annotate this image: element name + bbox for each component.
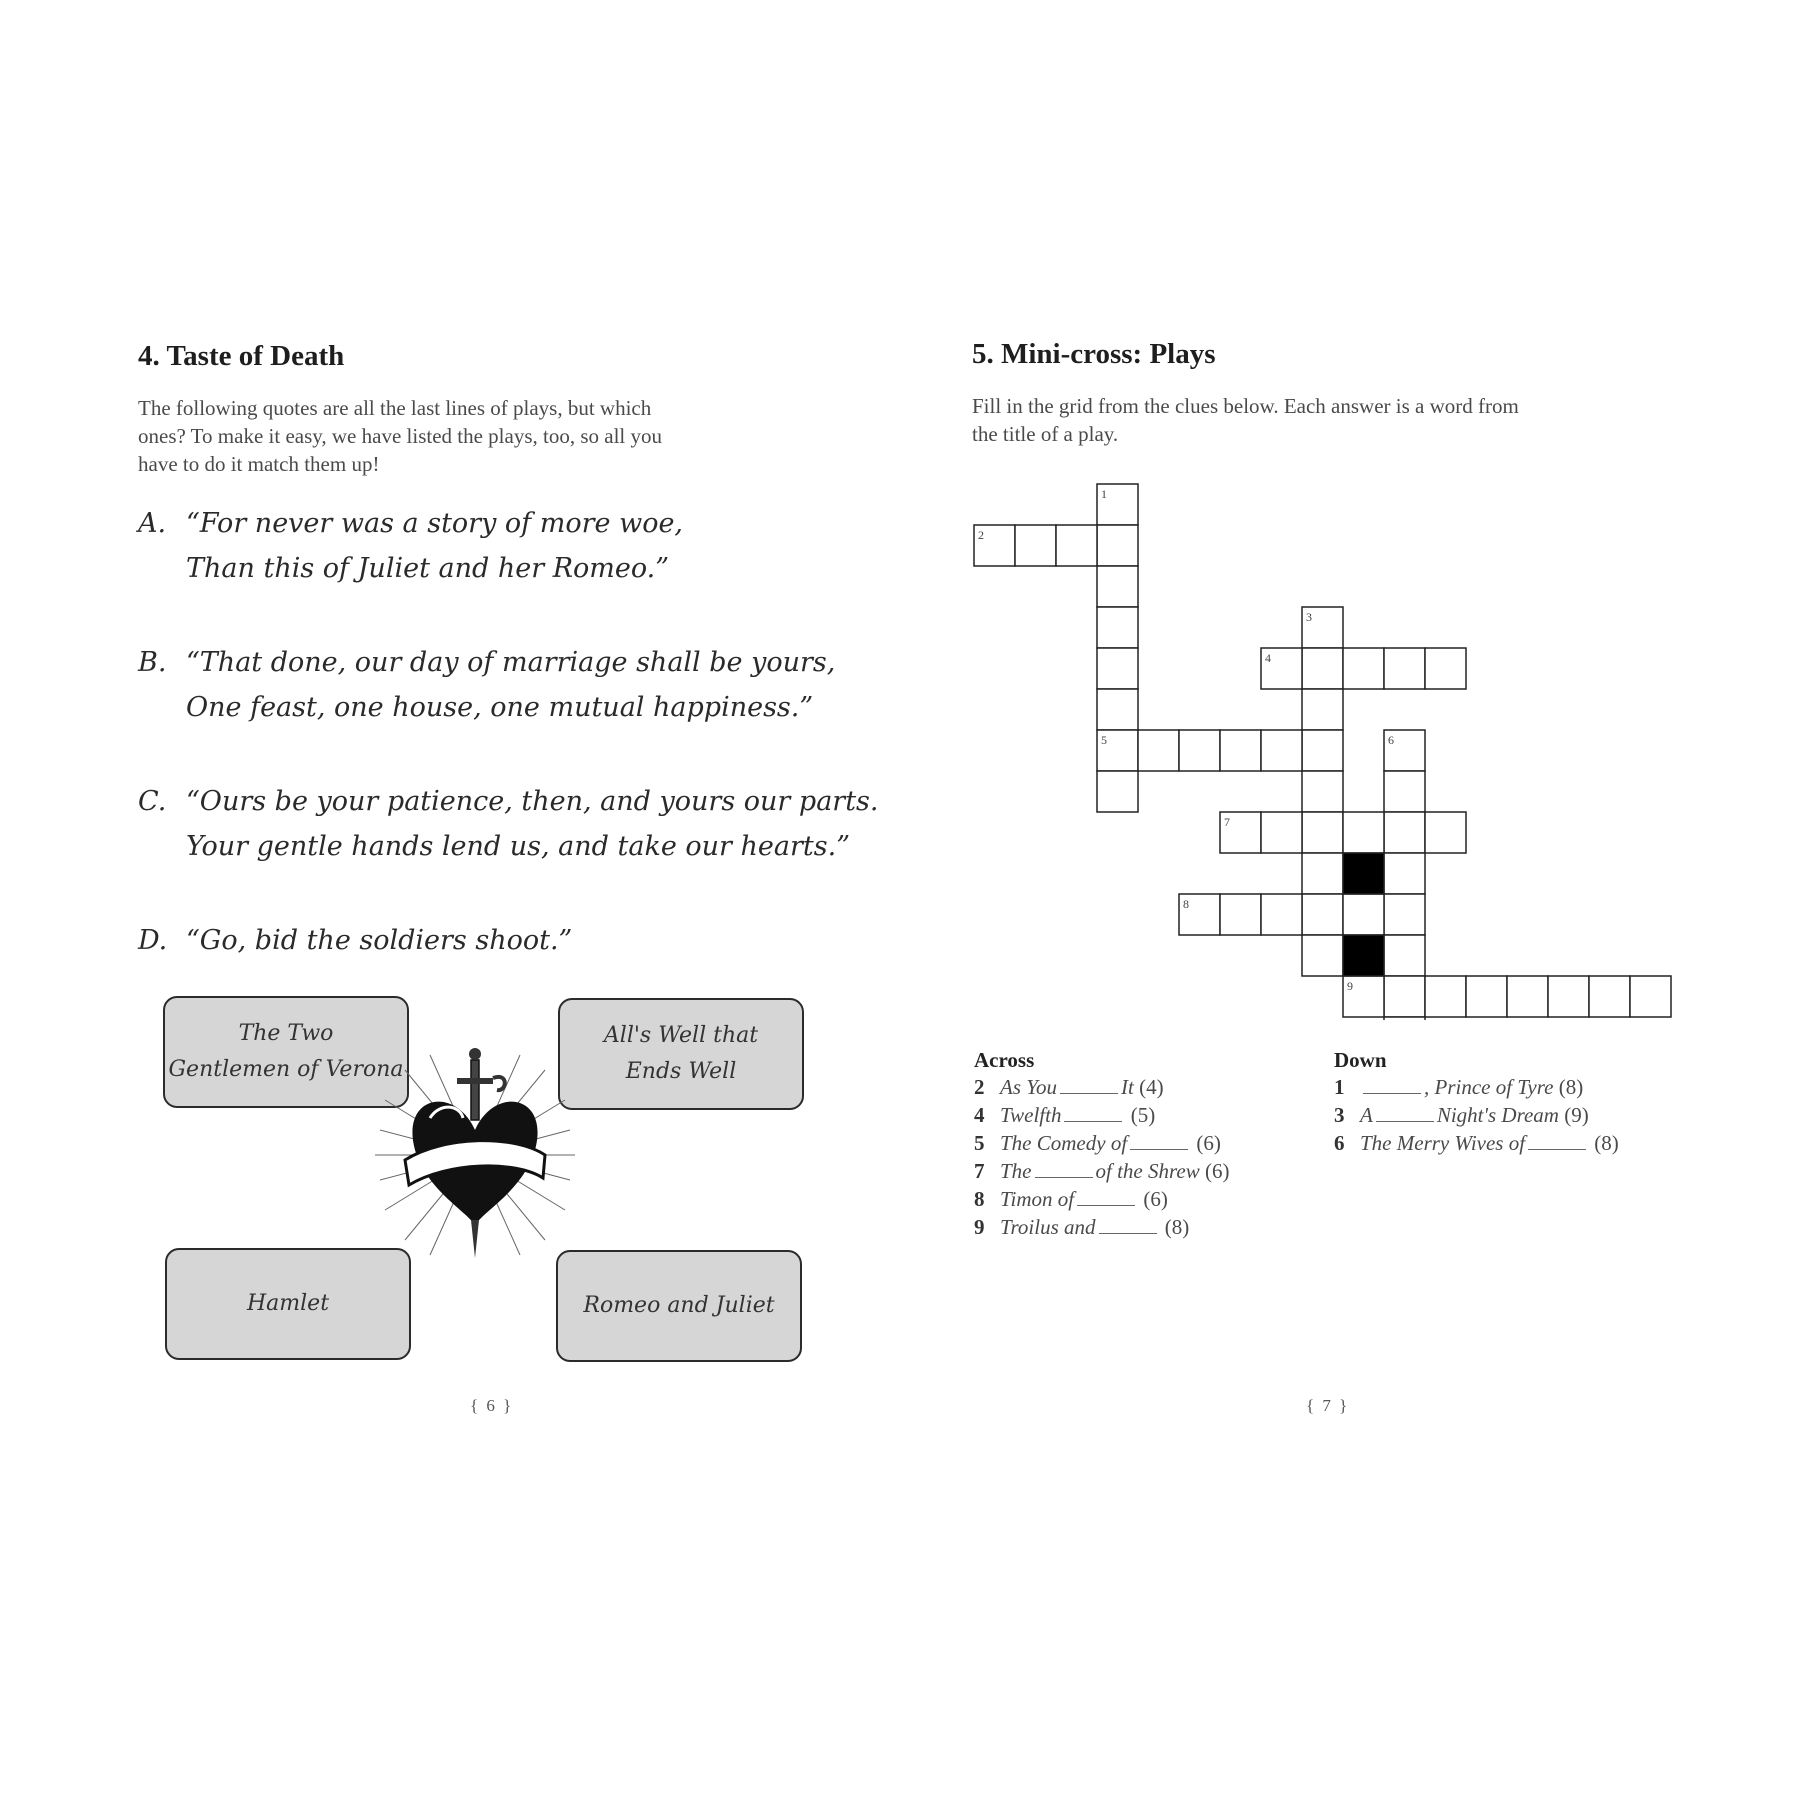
quote-a — [138, 508, 818, 598]
grid-cell — [1425, 976, 1466, 1017]
grid-number: 8 — [1183, 897, 1189, 911]
clue-across-5 — [974, 1129, 1229, 1157]
play-title-line: All's Well that — [603, 1023, 759, 1048]
play-title-line: Hamlet — [246, 1291, 330, 1316]
grid-cell — [1425, 648, 1466, 689]
answer-blank — [1035, 1163, 1093, 1178]
grid-cell — [1097, 566, 1138, 607]
grid-cell — [1343, 894, 1384, 935]
across-heading: Across — [974, 1048, 1035, 1072]
grid-cell — [1302, 935, 1343, 976]
quote-line: “Go, bid the soldiers shoot.” — [186, 925, 573, 956]
grid-cell — [1220, 894, 1261, 935]
clue-length: (6) — [1196, 1131, 1221, 1155]
clue-down-3 — [1334, 1101, 1619, 1129]
grid-cell — [1384, 1017, 1425, 1020]
quote-d — [138, 925, 818, 970]
quote-c — [138, 786, 879, 876]
quote-line: “For never was a story of more woe, — [186, 508, 684, 539]
clue-number: 9 — [974, 1215, 985, 1239]
clue-length: (5) — [1130, 1103, 1156, 1127]
grid-block — [1343, 853, 1384, 894]
clue-across-4 — [974, 1101, 1229, 1129]
grid-cell — [1384, 853, 1425, 894]
grid-cell — [1179, 730, 1220, 771]
clue-text: Troilus and — [1000, 1215, 1096, 1239]
clue-number: 7 — [974, 1159, 985, 1183]
clue-text: A — [1360, 1103, 1373, 1127]
page-title-taste-of-death: 4. Taste of Death — [138, 340, 345, 372]
clue-number: 4 — [974, 1103, 985, 1127]
grid-cell — [1384, 812, 1425, 853]
quote-line: Than this of Juliet and her Romeo.” — [186, 553, 670, 584]
grid-cell — [1507, 976, 1548, 1017]
grid-cell — [1548, 976, 1589, 1017]
heart-dagger-icon — [375, 1040, 575, 1260]
clue-across-8 — [974, 1185, 1229, 1213]
grid-block — [1343, 935, 1384, 976]
play-title-line: The Two — [238, 1021, 334, 1046]
across-clues — [974, 1048, 1229, 1241]
answer-blank — [1363, 1079, 1421, 1094]
play-box-alls-well — [558, 998, 804, 1110]
answer-blank — [1099, 1219, 1157, 1234]
clue-length: (8) — [1558, 1075, 1584, 1099]
quote-b — [138, 647, 836, 737]
grid-cell — [1384, 935, 1425, 976]
clue-text: Twelfth — [1000, 1103, 1062, 1127]
clue-text: , Prince of Tyre — [1424, 1075, 1554, 1099]
down-heading: Down — [1334, 1048, 1387, 1072]
clue-length: (8) — [1594, 1131, 1619, 1155]
grid-cell — [1097, 689, 1138, 730]
clue-across-9 — [974, 1213, 1229, 1241]
grid-number: 3 — [1306, 610, 1312, 624]
answer-blank — [1060, 1079, 1118, 1094]
grid-cell — [1425, 812, 1466, 853]
clue-down-1 — [1334, 1073, 1619, 1101]
grid-cell — [1097, 771, 1138, 812]
clue-number: 8 — [974, 1187, 985, 1211]
play-title-line: Ends Well — [625, 1059, 737, 1084]
play-title-line: Romeo and Juliet — [583, 1293, 775, 1318]
intro-line: the title of a play. — [972, 422, 1119, 446]
play-box-two-gentlemen — [163, 996, 409, 1108]
grid-cell — [1343, 812, 1384, 853]
clue-length: (6) — [1143, 1187, 1168, 1211]
clue-length: (9) — [1564, 1103, 1589, 1127]
grid-cell — [1343, 648, 1384, 689]
grid-cell — [1384, 976, 1425, 1017]
grid-number: 7 — [1224, 815, 1230, 829]
crossword-grid — [970, 480, 1680, 1020]
clue-length: (6) — [1204, 1159, 1230, 1183]
quote-letter: C. — [138, 786, 167, 817]
grid-cell — [1138, 730, 1179, 771]
grid-cell — [1384, 648, 1425, 689]
grid-cell — [1302, 689, 1343, 730]
intro-line: ones? To make it easy, we have listed the plays, too, so all you — [138, 424, 662, 448]
clue-length: (4) — [1139, 1075, 1164, 1099]
grid-cell — [1015, 525, 1056, 566]
clue-number: 6 — [1334, 1131, 1345, 1155]
quote-line: “That done, our day of marriage shall be yours, — [186, 647, 836, 678]
clue-text: The Merry Wives of — [1360, 1131, 1526, 1155]
play-box-romeo-juliet — [556, 1250, 802, 1362]
grid-number: 5 — [1101, 733, 1107, 747]
grid-number: 6 — [1388, 733, 1394, 747]
clue-text: of the Shrew — [1095, 1159, 1200, 1183]
answer-blank — [1130, 1135, 1188, 1150]
page-number: { 7 } — [1306, 1396, 1350, 1415]
quote-line: “Ours be your patience, then, and yours our parts. — [186, 786, 879, 817]
grid-number: 9 — [1347, 979, 1353, 993]
page-number: { 6 } — [470, 1396, 514, 1415]
clue-text: It — [1121, 1075, 1134, 1099]
clue-number: 1 — [1334, 1075, 1345, 1099]
clue-number: 5 — [974, 1131, 985, 1155]
grid-cell — [1466, 976, 1507, 1017]
grid-cell — [1302, 730, 1343, 771]
grid-number: 1 — [1101, 487, 1107, 501]
grid-cell — [1302, 648, 1343, 689]
answer-blank — [1376, 1107, 1434, 1122]
clue-text: Night's Dream — [1436, 1103, 1559, 1127]
play-title-line: Gentlemen of Verona — [168, 1057, 404, 1082]
clue-number: 3 — [1334, 1103, 1345, 1127]
grid-cell — [1384, 894, 1425, 935]
clue-across-7 — [974, 1157, 1229, 1185]
grid-cell — [1384, 771, 1425, 812]
quote-letter: D. — [138, 925, 168, 956]
grid-cell — [1097, 648, 1138, 689]
clue-length: (8) — [1164, 1215, 1190, 1239]
grid-cell — [1302, 771, 1343, 812]
quote-line: Your gentle hands lend us, and take our hearts.” — [186, 831, 851, 862]
intro-text — [138, 394, 738, 478]
intro-line: The following quotes are all the last lines of plays, but which — [138, 396, 652, 420]
grid-cell — [1261, 894, 1302, 935]
clue-number: 2 — [974, 1075, 985, 1099]
page-title-mini-cross: 5. Mini-cross: Plays — [972, 338, 1216, 370]
grid-cell — [1056, 525, 1097, 566]
down-clues — [1334, 1048, 1619, 1157]
grid-cell — [1261, 812, 1302, 853]
grid-cell — [1302, 894, 1343, 935]
clue-across-2 — [974, 1073, 1229, 1101]
clue-text: The Comedy of — [1000, 1131, 1128, 1155]
answer-blank — [1077, 1191, 1135, 1206]
answer-blank — [1064, 1107, 1122, 1122]
grid-cell — [1302, 853, 1343, 894]
grid-cell — [1097, 607, 1138, 648]
clue-text: Timon of — [1000, 1187, 1075, 1211]
play-box-hamlet — [165, 1248, 411, 1360]
quote-letter: B. — [138, 647, 167, 678]
intro-line: have to do it match them up! — [138, 452, 380, 476]
grid-cell — [1261, 730, 1302, 771]
clue-text: As You — [1000, 1075, 1058, 1099]
grid-number: 4 — [1265, 651, 1271, 665]
clue-text: The — [1000, 1159, 1032, 1183]
intro-line: Fill in the grid from the clues below. Each answer is a word from — [972, 394, 1519, 418]
quote-letter: A. — [138, 508, 167, 539]
grid-cell — [1097, 525, 1138, 566]
grid-cell — [1630, 976, 1671, 1017]
clue-down-6 — [1334, 1129, 1619, 1157]
grid-cell — [1220, 730, 1261, 771]
answer-blank — [1528, 1135, 1586, 1150]
grid-cell — [1589, 976, 1630, 1017]
grid-cell — [1302, 812, 1343, 853]
intro-text — [972, 392, 1612, 448]
grid-number: 2 — [978, 528, 984, 542]
quote-line: One feast, one house, one mutual happiness.” — [186, 692, 814, 723]
